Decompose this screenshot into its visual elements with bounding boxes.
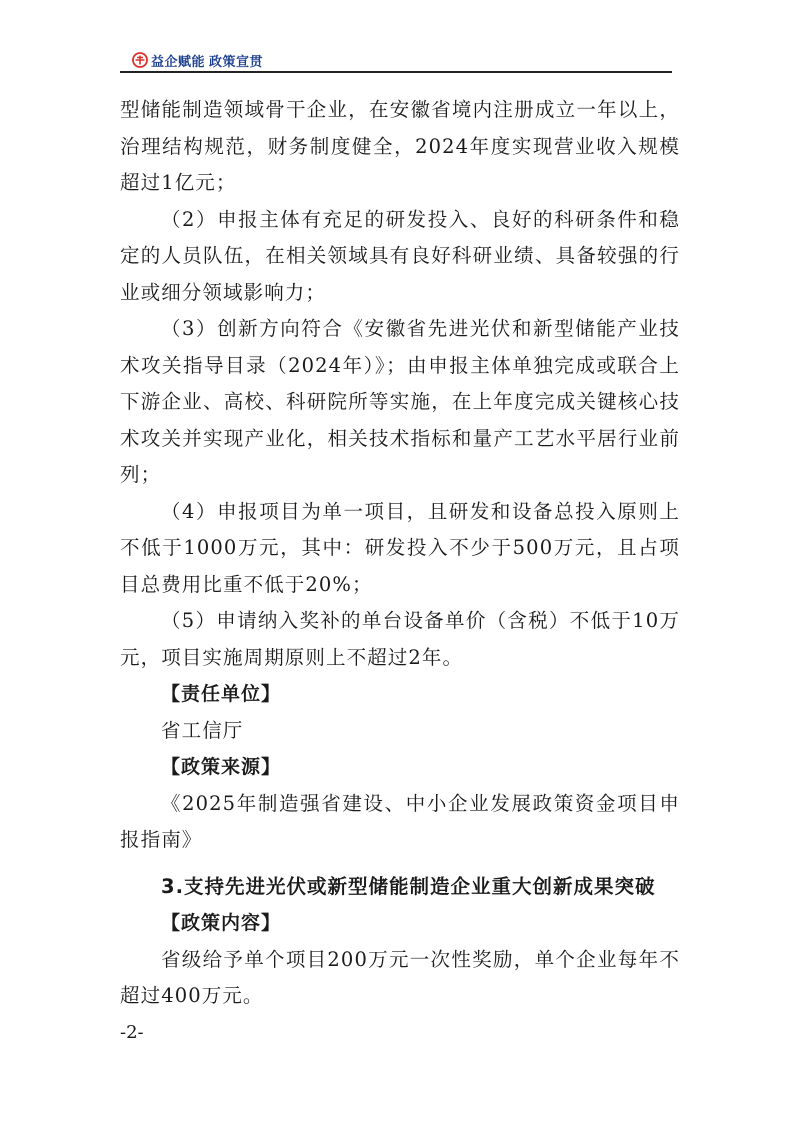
page-number: -2- [120,1022,144,1043]
section-3-heading: 3.支持先进光伏或新型储能制造企业重大创新成果突破 [161,874,656,898]
document-body [120,92,680,1015]
policy-source-label: 【政策来源】 [161,756,282,778]
responsible-unit-value: 省工信厅 [161,718,244,742]
brand-subtitle: 政策宣贯 [209,55,264,70]
brand-text [151,51,263,70]
paragraph-5: （5）申请纳入奖补的单台设备单价（含税）不低于10万元，项目实施周期原则上不超过2年。 [120,609,680,669]
paragraph-1: 型储能制造领域骨干企业，在安徽省境内注册成立一年以上，治理结构规范，财务制度健全，2024年度实现营业收入规模超过1亿元； [120,98,680,194]
paragraph-4: （4）申报项目为单一项目，且研发和设备总投入原则上不低于1000万元，其中：研发投入不少于500万元，且占项目总费用比重不低于20%； [120,499,680,596]
header-rule [120,71,672,73]
page-header [120,50,672,74]
brand-logo-icon [132,52,148,68]
brand-name: 益企赋能 [151,55,206,70]
paragraph-3: （3）创新方向符合《安徽省先进光伏和新型储能产业技术攻关指导目录（2024年）》；由申报主体单独完成或联合上下游企业、高校、科研院所等实施，在上年度完成关键核心技术攻关并实现产业化，相关技术指标和量产工艺水平居行业前列； [120,317,680,486]
policy-source-value: 《2025年制造强省建设、中小企业发展政策资金项目申报指南》 [120,791,680,851]
policy-content-label: 【政策内容】 [161,912,282,934]
policy-content-value: 省级给予单个项目200万元一次性奖励，单个企业每年不超过400万元。 [120,947,680,1007]
responsible-unit-label: 【责任单位】 [161,683,282,705]
paragraph-2: （2）申报主体有充足的研发投入、良好的科研条件和稳定的人员队伍，在相关领域具有良好科研业绩、具备较强的行业或细分领域影响力； [120,207,680,304]
